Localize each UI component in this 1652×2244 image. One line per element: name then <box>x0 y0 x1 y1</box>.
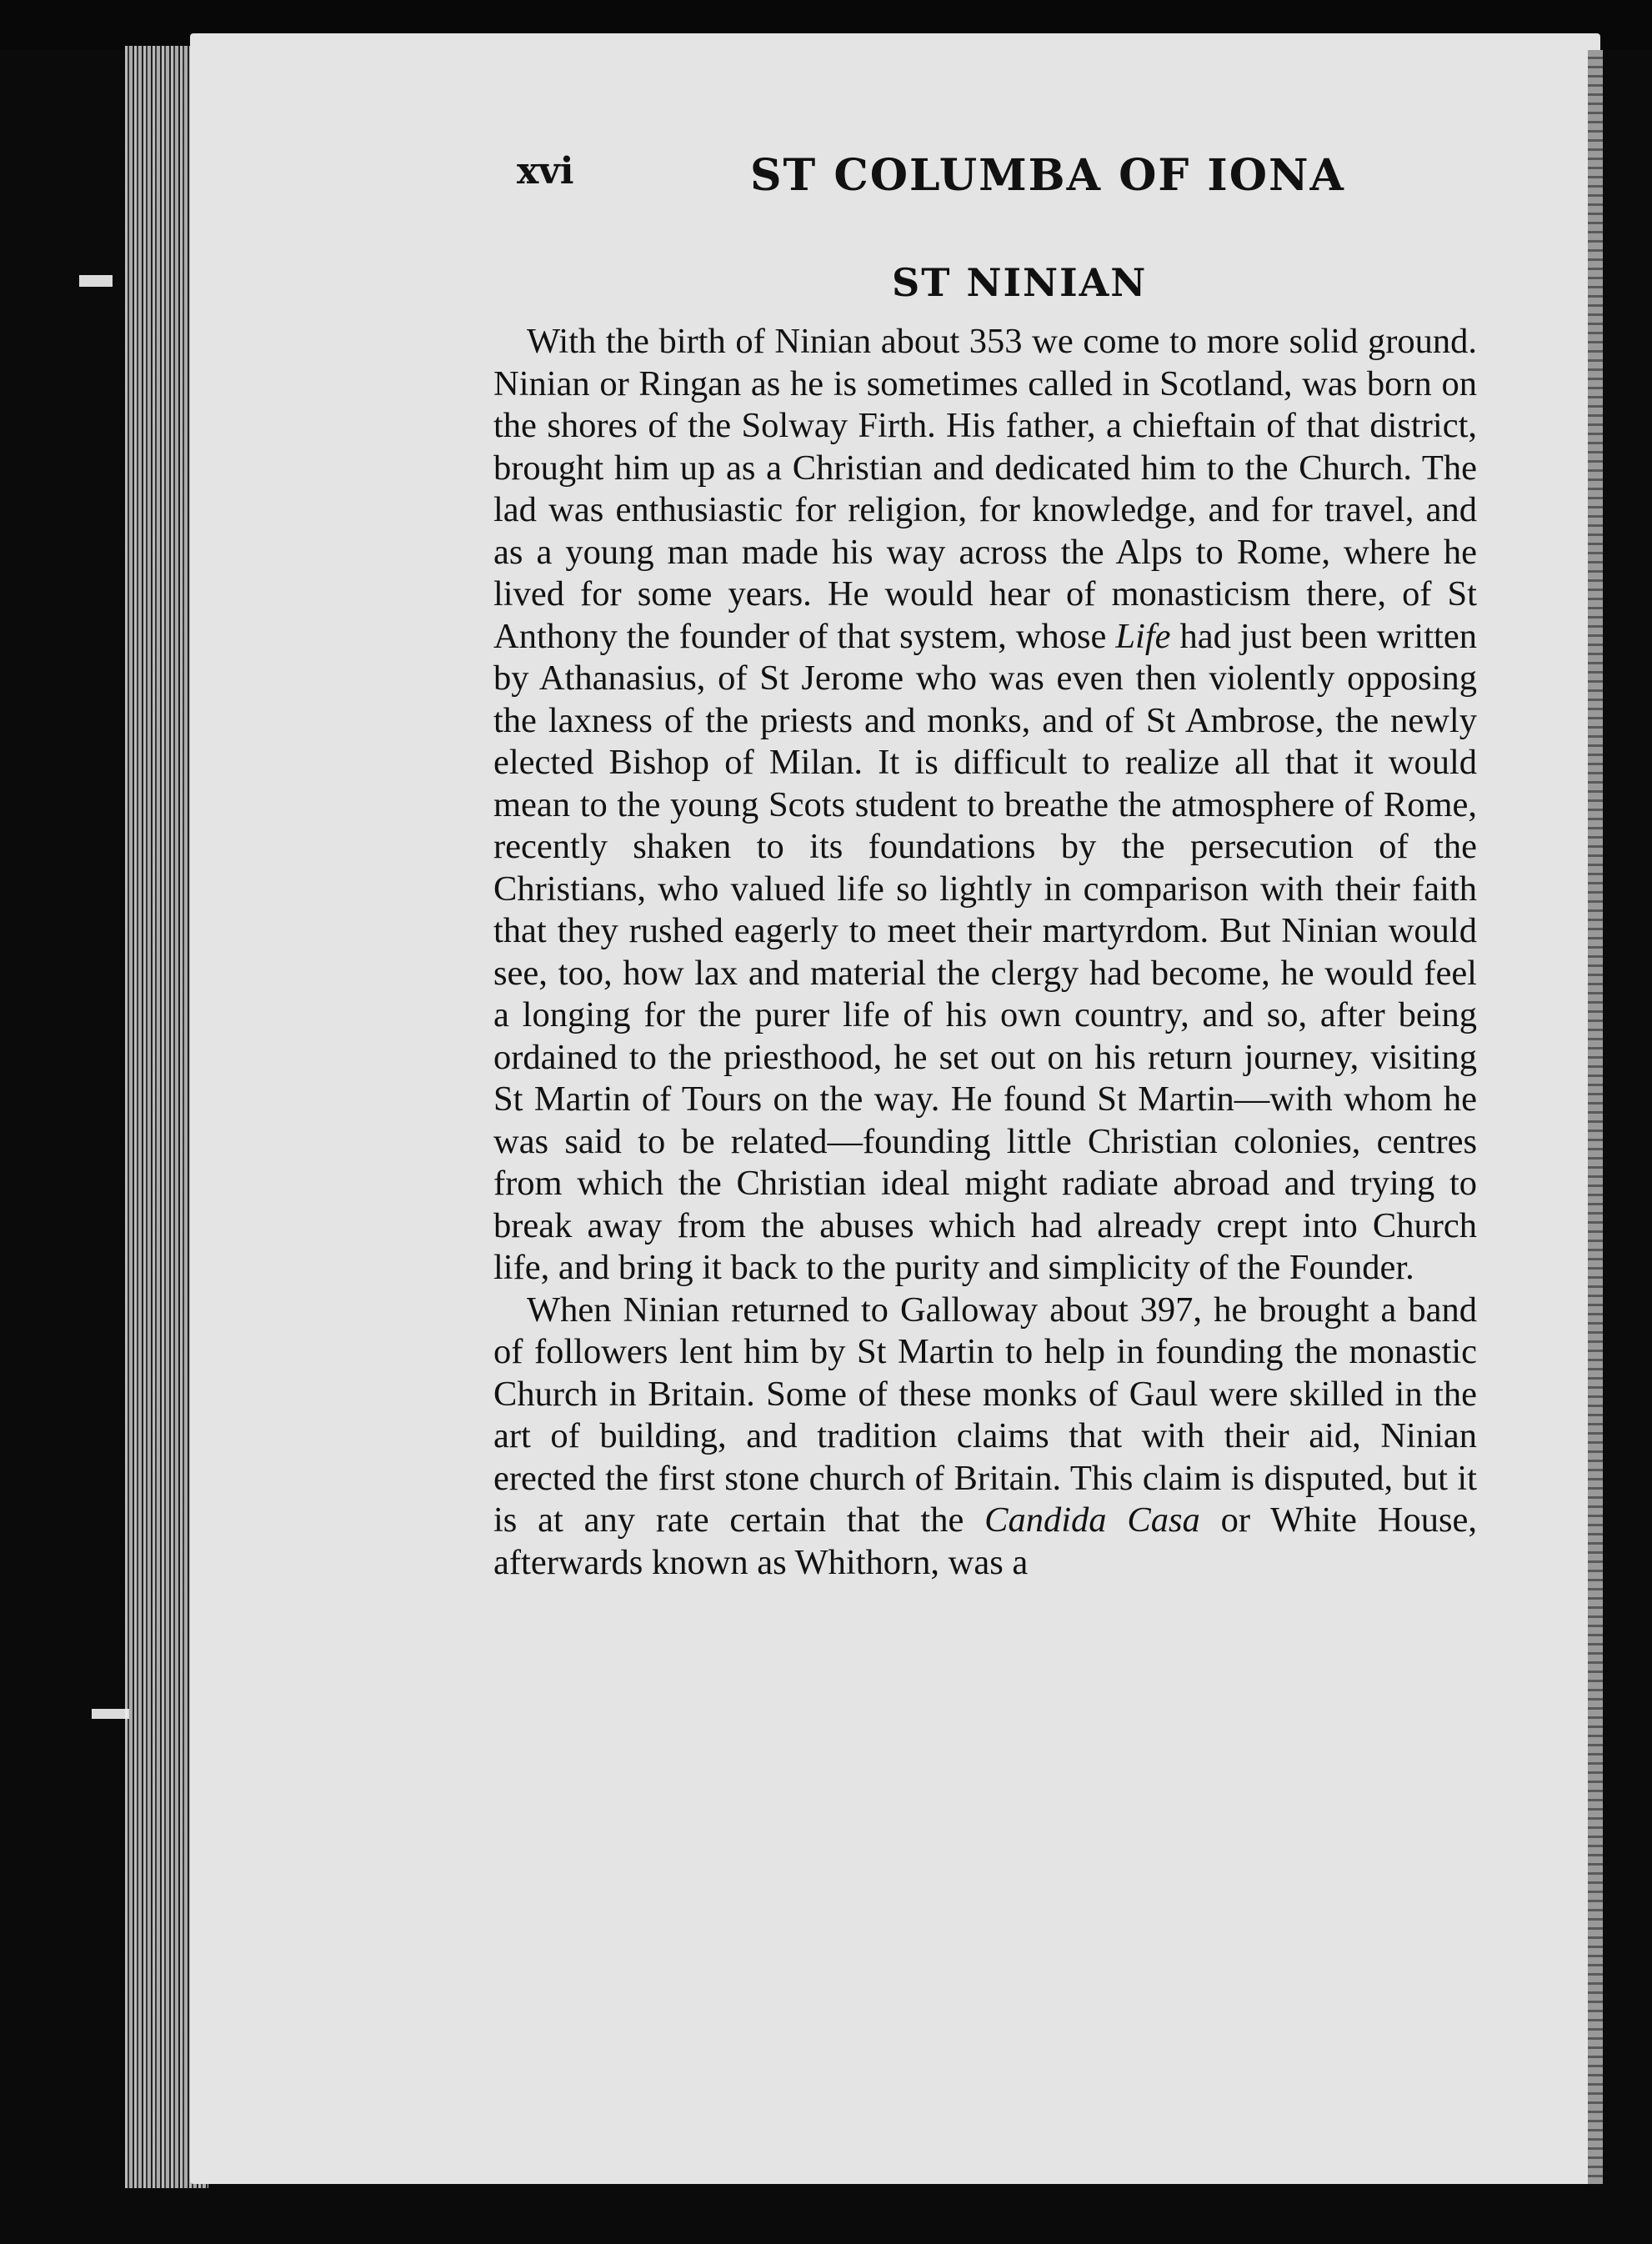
running-title: ST COLUMBA OF IONA <box>750 150 1345 201</box>
paragraph <box>493 321 1477 1290</box>
paragraph-text: had just been written by Athanasius, of St Jerome who was even then violently opposing the laxness of the priests and monks, and of St Ambrose, the newly elected Bishop of Milan. It is difficult to realize all that it would mean to the young Scots student to breathe the atmosphere of Rome, recently shaken to its foundations by the persecution of the Christians, who valued life so lightly in comparison with their faith that they rushed eagerly to meet their martyrdom. But Ninian would see, too, how lax and material the clergy had become, he would feel a longing for the purer life of his own country, and so, after being ordained to the priesthood, he set out on his return journey, visiting St Martin of Tours on the way. He found St Martin—with whom he was said to be related—founding little Christian colonies, centres from which the Christian ideal might radiate abroad and trying to break away from the abuses which had already crept into Church life, and bring it back to the purity and simplicity of the Founder. <box>493 616 1477 1287</box>
running-head <box>517 150 1584 217</box>
scan-artifact <box>79 275 113 287</box>
paragraph <box>493 1290 1477 1585</box>
body-text <box>493 321 1477 1584</box>
section-heading: ST NINIAN <box>892 260 1148 305</box>
page-edge-right <box>1588 50 1603 2184</box>
paragraph-text: With the birth of Ninian about 353 we come to more solid ground. Ninian or Ringan as he is sometimes called in Scotland, was born on the shores of the Solway Firth. His father, a chieftain of that district, brought him up as a Christian and dedicated him to the Church. The lad was enthusiastic for religion, for knowledge, and for travel, and as a young man made his way across the Alps to Rome, where he lived for some years. He would hear of monasticism there, of St Anthony the founder of that system, whose <box>493 322 1477 656</box>
paragraph-text: When Ninian returned to Galloway about 397, he brought a band of followers lent him by St Martin to help in founding the monastic Church in Britain. Some of these monks of Gaul were skilled in the art of building, and tradition claims that with their aid, Ninian erected the first stone church of Britain. This claim is disputed, but it is at any rate certain that the <box>493 1290 1477 1540</box>
page-number: xvi <box>517 150 574 193</box>
italic-title: Candida Casa <box>984 1500 1200 1540</box>
italic-title: Life <box>1115 616 1171 656</box>
paragraph-text: or White House, afterwards known as Whithorn, was a <box>493 1500 1477 1582</box>
scan-artifact <box>92 1709 129 1719</box>
